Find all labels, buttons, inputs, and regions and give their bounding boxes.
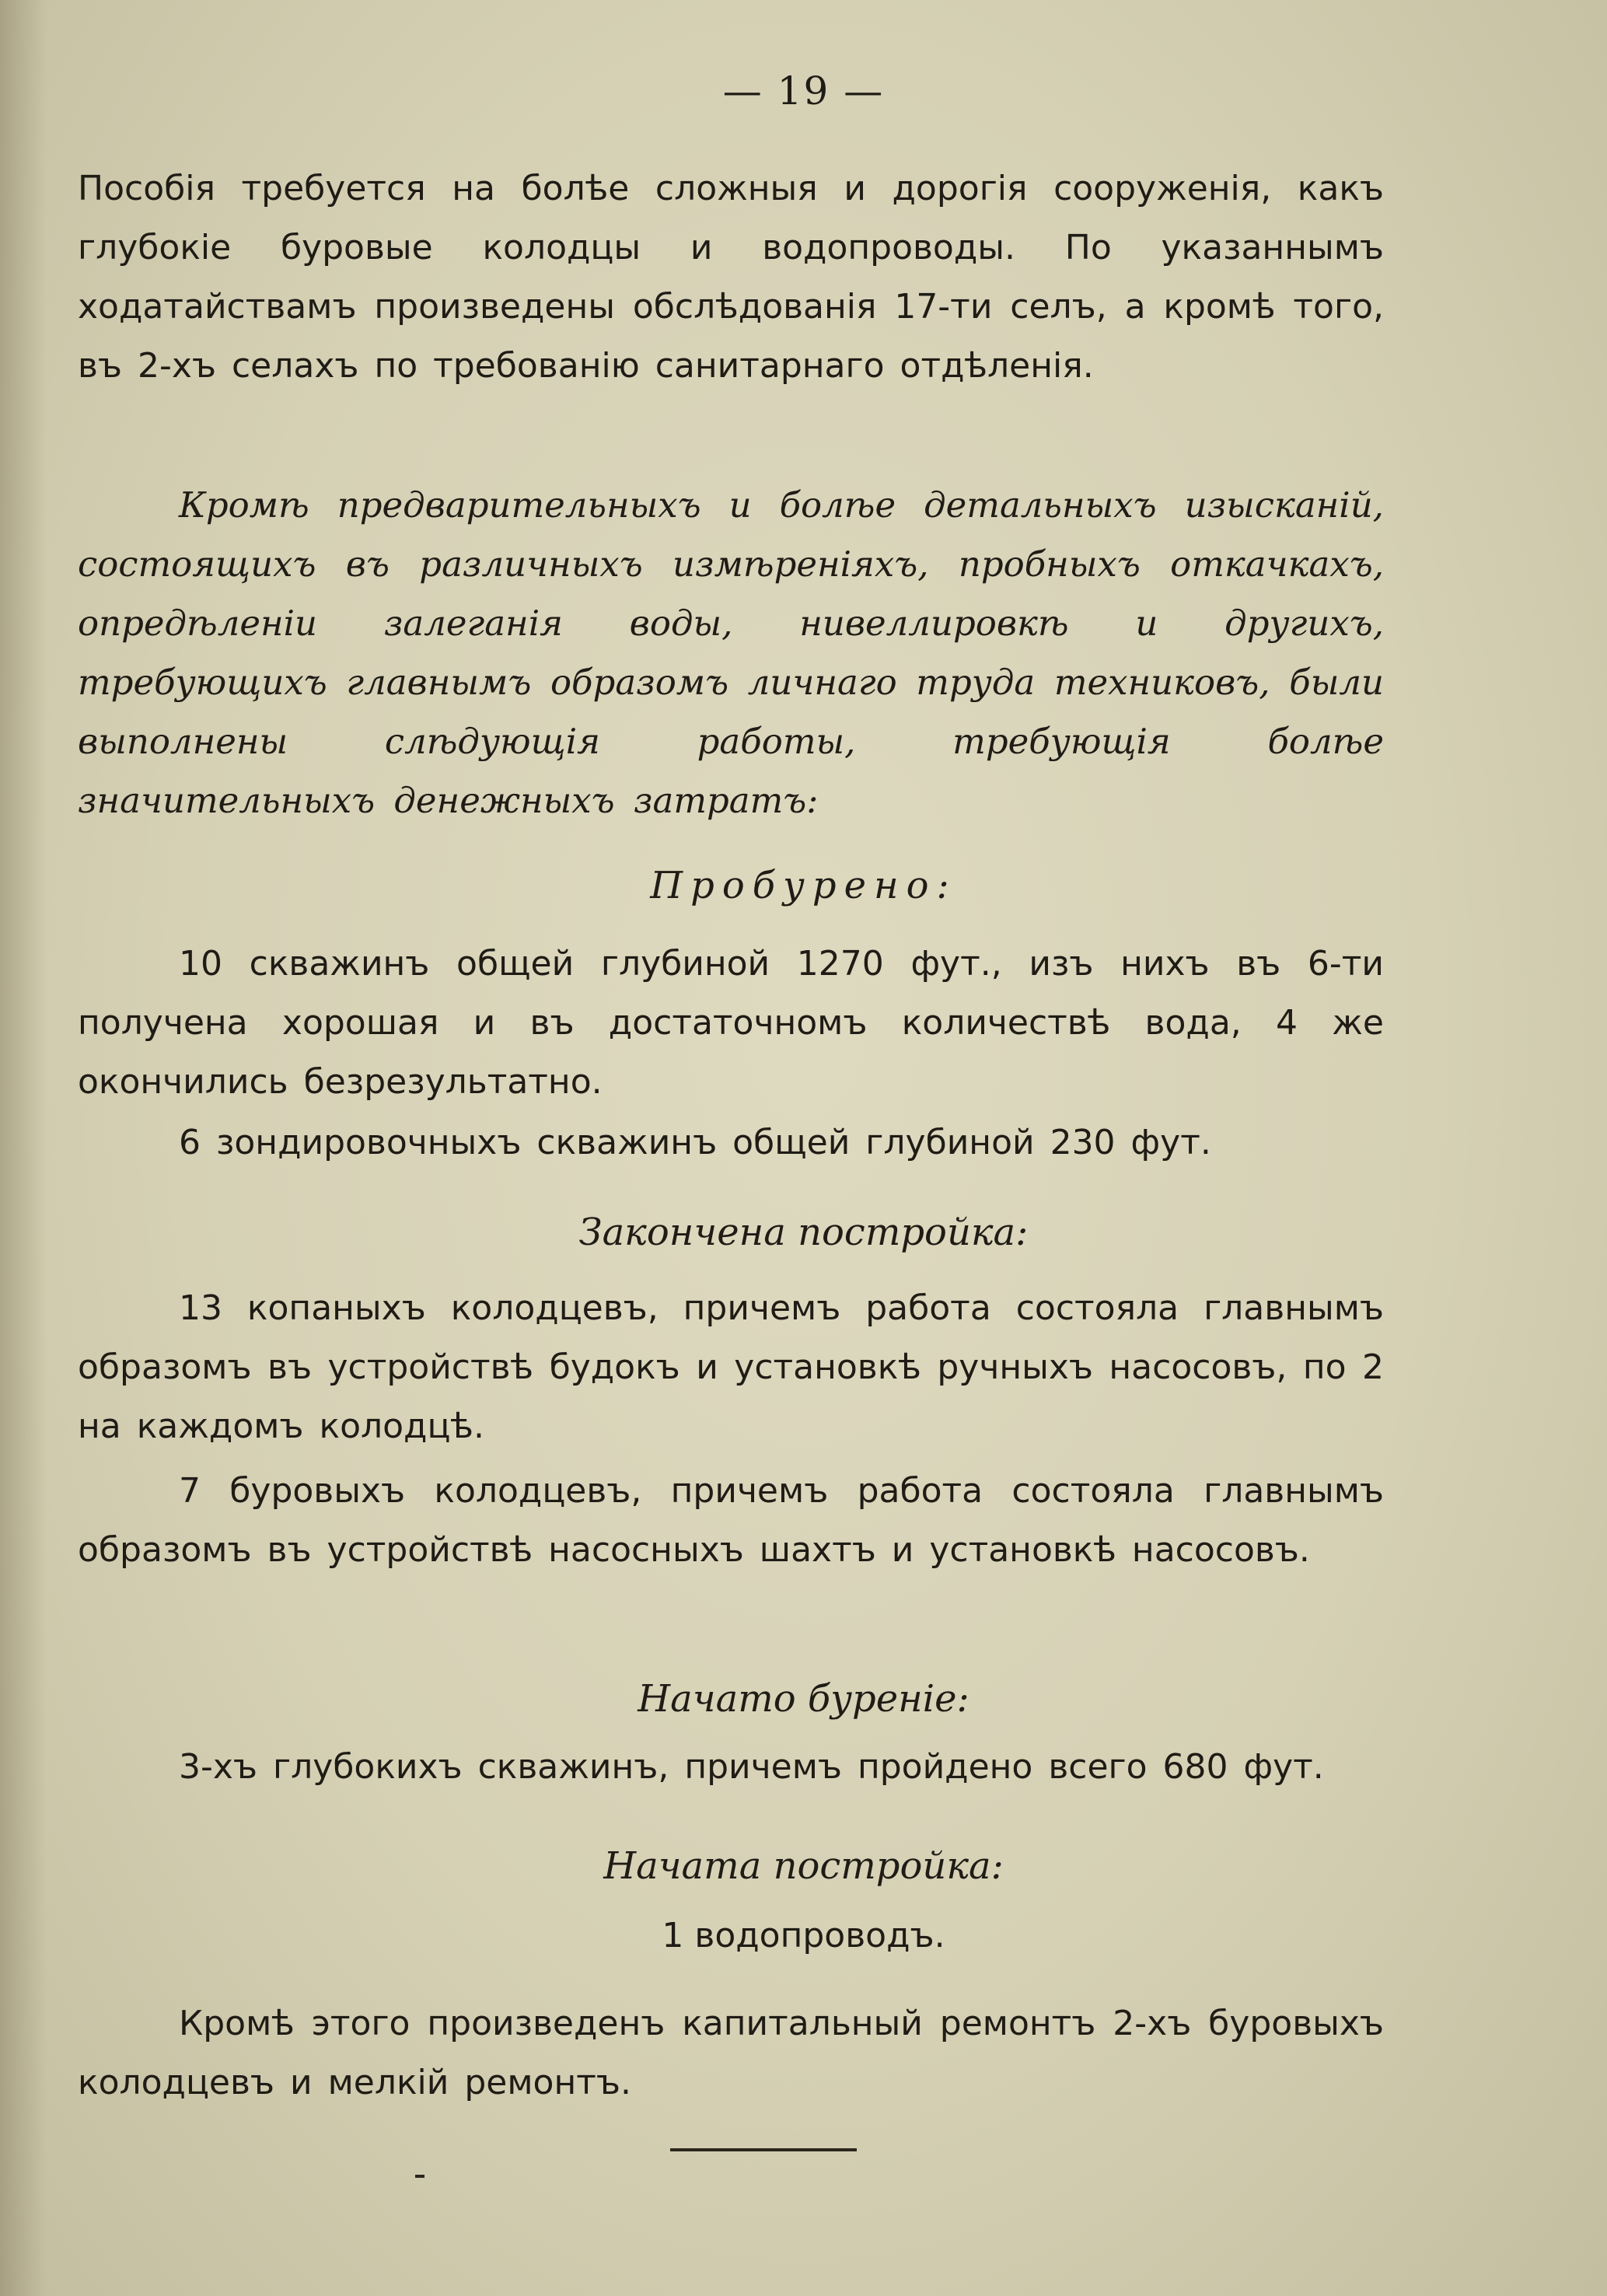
heading-nachato-burenie: Начато буреніе: <box>638 1677 969 1721</box>
heading-probureno: Пробурено: <box>650 864 957 907</box>
paragraph-4: 6 зондировочныхъ скважинъ общей глубиной 230 фут. <box>179 1123 1211 1162</box>
paragraph-8: 1 водопроводъ. <box>662 1916 945 1955</box>
heading-zakonchena-postroika: Закончена постройка: <box>578 1211 1029 1254</box>
paragraph-6: 7 буровыхъ колодцевъ, причемъ работа состояла главнымъ образомъ въ устройствѣ насосныхъ шахтъ и установкѣ насосовъ. <box>78 1471 1384 1570</box>
paragraph-2-italic: Кромѣ предварительныхъ и болѣе детальныхъ изысканій, состоящихъ въ различныхъ измѣреніяхъ, пробныхъ откачкахъ, опредѣленіи залеганія воды, нивеллировкѣ и другихъ, требующихъ главнымъ образомъ личнаго труда техниковъ, были выполнены слѣдующія работы, требующія болѣе значительныхъ денежныхъ затратъ: <box>78 484 1384 821</box>
stray-mark <box>415 2175 424 2178</box>
paragraph-5: 13 копаныхъ колодцевъ, причемъ работа состояла главнымъ образомъ въ устройствѣ будокъ и установкѣ ручныхъ насосовъ, по 2 на каждомъ колодцѣ. <box>78 1288 1384 1446</box>
heading-nachata-postroika: Начата постройка: <box>603 1844 1004 1888</box>
page-number: — 19 — <box>722 68 885 114</box>
paragraph-1: Пособія требуется на болѣе сложныя и дорогія сооруженія, какъ глубокіе буровые колодцы и водопроводы. По указаннымъ ходатайствамъ произведены обслѣдованія 17-ти селъ, а кромѣ того, въ 2-хъ селахъ по требованію санитарнаго отдѣленія. <box>78 169 1384 386</box>
closing-rule <box>670 2148 857 2151</box>
paragraph-7: 3-хъ глубокихъ скважинъ, причемъ пройдено всего 680 фут. <box>179 1747 1324 1787</box>
paragraph-3: 10 скважинъ общей глубиной 1270 фут., изъ нихъ въ 6-ти получена хорошая и въ достаточномъ количествѣ вода, 4 же окончились безрезультатно. <box>78 944 1384 1102</box>
paragraph-9: Кромѣ этого произведенъ капитальный ремонтъ 2-хъ буровыхъ колодцевъ и мелкій ремонтъ. <box>78 2004 1384 2102</box>
